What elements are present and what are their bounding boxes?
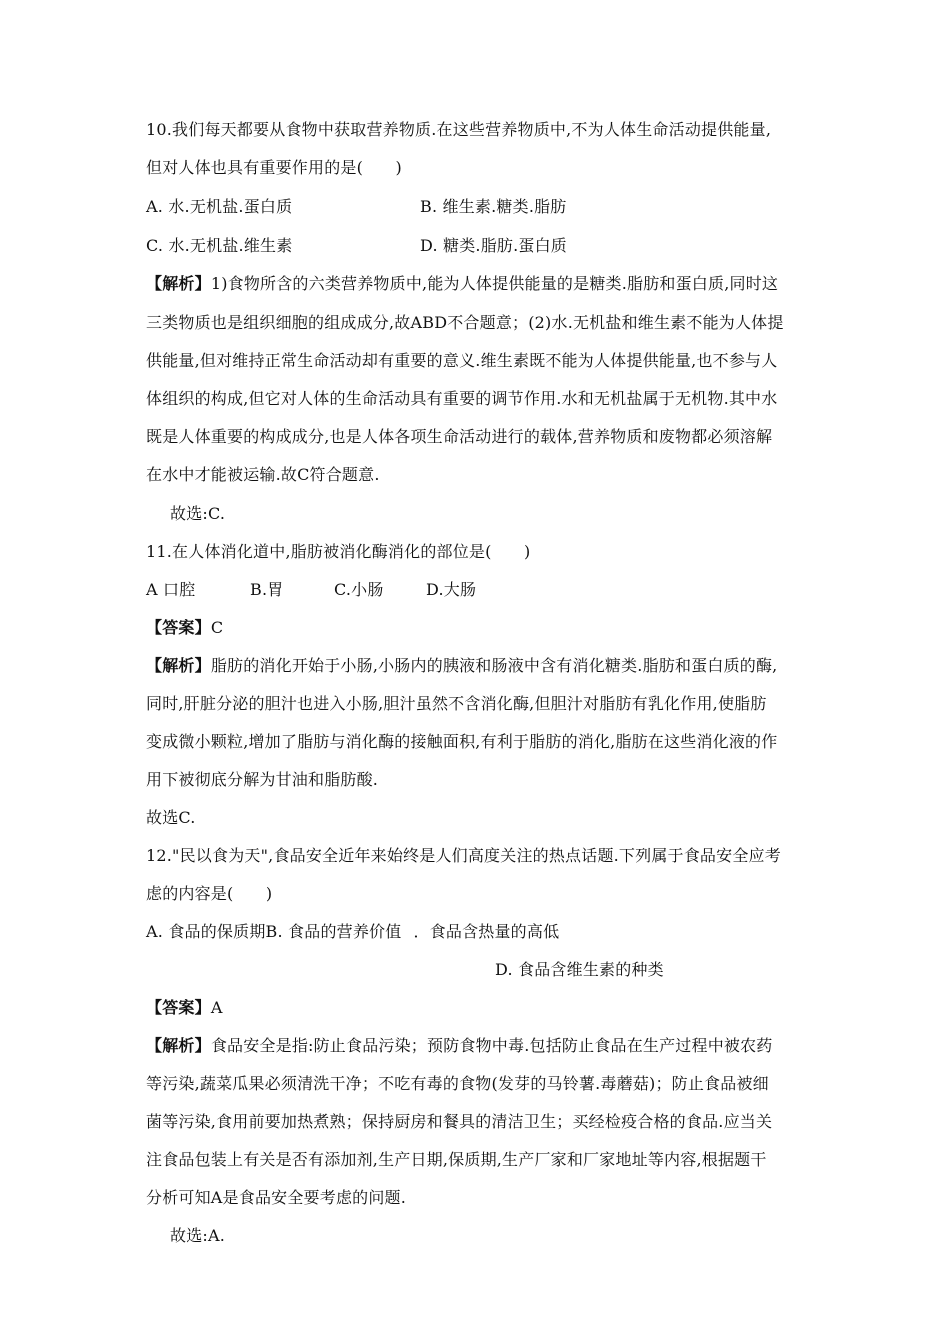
q11-options-row [146,580,476,600]
q12-analysis-line-4: 注食品包装上有关是否有添加剂,生产日期,保质期,生产厂家和厂家地址等内容,根据题干 [146,1150,767,1169]
q11-answer [146,618,223,638]
q10-analysis-line-2: 三类物质也是组织细胞的组成成分,故ABD不合题意；(2)水.无机盐和维生素不能为人体提 [146,313,784,332]
q10-analysis-label: 【解析】 [146,274,211,293]
q12-option-b: B. 食品的营养价值 [265,922,402,941]
q10-stem-line-2: 但对人体也具有重要作用的是( ) [146,158,402,177]
q12-option-a: A. 食品的保质期 [146,922,266,941]
q11-option-b: B.胃 [250,580,284,599]
q12-analysis-line-5: 分析可知A是食品安全要考虑的问题. [146,1188,407,1207]
q10-analysis-line-3: 供能量,但对维持正常生命活动却有重要的意义.维生素既不能为人体提供能量,也不参与人 [146,351,778,370]
q10-analysis-line-6: 在水中才能被运输.故C符合题意. [146,465,380,484]
q12-option-d: D. 食品含维生素的种类 [495,960,664,979]
q11-answer-label: 【答案】 [146,618,211,637]
q11-option-c: C.小肠 [334,580,384,599]
q11-option-a: A 口腔 [146,580,196,599]
q10-analysis-line-4: 体组织的构成,但它对人体的生命活动具有重要的调节作用.水和无机盐属于无机物.其中水 [146,389,778,408]
q11-analysis-label: 【解析】 [146,656,211,675]
q12-analysis-text: 食品安全是指:防止食品污染；预防食物中毒.包括防止食品在生产过程中被农药 [210,1036,773,1055]
q11-stem: 11.在人体消化道中,脂肪被消化酶消化的部位是( ) [146,542,531,561]
q11-answer-value: C [210,618,224,637]
q10-choice: 故选:C. [170,504,226,523]
q11-option-d: D.大肠 [426,580,477,599]
q10-analysis-line-5: 既是人体重要的构成成分,也是人体各项生命活动进行的载体,营养物质和废物都必须溶解 [146,427,773,446]
q12-stem-line-1: 12."民以食为天",食品安全近年来始终是人们高度关注的热点话题.下列属于食品安全应考 [146,846,781,865]
q12-answer [146,998,223,1018]
q12-analysis-line-2: 等污染,蔬菜瓜果必须清洗干净；不吃有毒的食物(发芽的马铃薯.毒蘑菇)；防止食品被细 [146,1074,769,1093]
q10-analysis-text: 1)食物所含的六类营养物质中,能为人体提供能量的是糖类.脂肪和蛋白质,同时这 [210,274,779,293]
q11-analysis-line-2: 同时,肝脏分泌的胆汁也进入小肠,胆汁虽然不含消化酶,但胆汁对脂肪有乳化作用,使脂肪 [146,694,767,713]
q10-option-c: C. 水.无机盐.维生素 [146,236,293,255]
q10-analysis-line-1 [146,274,778,294]
q10-stem-line-1: 10.我们每天都要从食物中获取营养物质.在这些营养物质中,不为人体生命活动提供能量, [146,120,772,139]
q12-option-c: ．食品含热量的高低 [413,922,560,941]
q12-answer-label: 【答案】 [146,998,211,1017]
q11-analysis-line-1 [146,656,777,676]
q12-stem-line-2: 虑的内容是( ) [146,884,273,903]
q12-analysis-line-3: 菌等污染,食用前要加热煮熟；保持厨房和餐具的清洁卫生；买经检疫合格的食品.应当关 [146,1112,773,1131]
q12-options-row-1 [146,922,559,942]
q10-option-d: D. 糖类.脂肪.蛋白质 [420,236,568,255]
q12-analysis-line-1 [146,1036,773,1056]
q10-options-row-1 [146,197,567,217]
q12-answer-value: A [210,998,223,1017]
q10-option-b: B. 维生素.糖类.脂肪 [420,197,567,216]
q10-options-row-2 [146,236,568,256]
q11-analysis-line-3: 变成微小颗粒,增加了脂肪与消化酶的接触面积,有利于脂肪的消化,脂肪在这些消化液的作 [146,732,778,751]
q12-analysis-label: 【解析】 [146,1036,211,1055]
q11-choice: 故选C. [146,808,196,827]
q11-analysis-line-4: 用下被彻底分解为甘油和脂肪酸. [146,770,379,789]
q12-choice: 故选:A. [170,1226,226,1245]
q10-option-a: A. 水.无机盐.蛋白质 [146,197,293,216]
q11-analysis-text: 脂肪的消化开始于小肠,小肠内的胰液和肠液中含有消化糖类.脂肪和蛋白质的酶, [210,656,778,675]
